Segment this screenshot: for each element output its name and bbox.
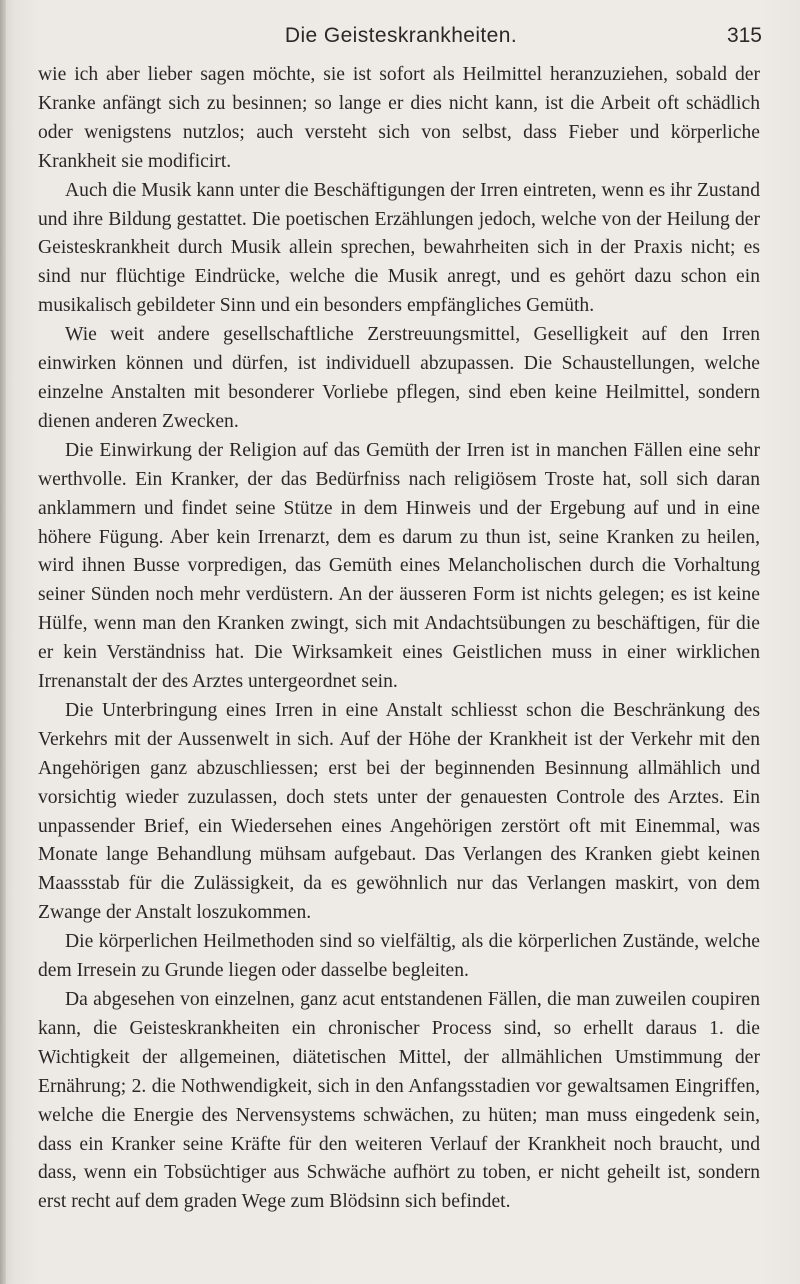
page-gutter [0,0,6,1284]
paragraph-5: Die Unterbringung eines Irren in eine Anstalt schliesst schon die Beschränkung des Verkehrs mit der Aussenwelt in sich. Auf der Höhe der Krankheit ist der Verkehr mit den Angehörigen ganz abzuschliessen; erst bei der beginnenden Besinnung allmählich und vorsichtig wieder zuzulassen, doch stets unter der genauesten Controle des Arztes. Ein unpassender Brief, ein Wiedersehen eines Angehörigen zerstört oft mit Einemmal, was Monate lange Behandlung mühsam aufgebaut. Das Verlangen des Kranken giebt keinen Maassstab für die Zulässigkeit, da es gewöhnlich nur das Verlangen maskirt, von dem Zwange der Anstalt loszukommen. [38,699,760,924]
paragraph-1: wie ich aber lieber sagen möchte, sie ist sofort als Heilmittel heranzuziehen, sobald der Kranke anfängt sich zu besinnen; so lange er dies nicht kann, ist die Arbeit oft schädlich oder wenigstens nutzlos; auch versteht sich von selbst, dass Fieber und körperliche Krankheit sie modificirt. [38,64,760,172]
paragraph-2: Auch die Musik kann unter die Beschäftigungen der Irren eintreten, wenn es ihr Zustand und ihre Bildung gestattet. Die poetischen Erzählungen jedoch, welche von der Heilung der Geisteskrankheit durch Musik allein sprechen, bewahrheiten sich in der Praxis nicht; es sind nur flüchtige Eindrücke, welche die Musik anregt, und es gehört dazu schon ein musikalisch gebildeter Sinn und ein besonders empfängliches Gemüth. [38,179,760,317]
body-text [38,61,760,1266]
page-number: 315 [726,24,762,47]
page-header [40,18,762,54]
paragraph-7: Da abgesehen von einzelnen, ganz acut entstandenen Fällen, die man zuweilen coupiren kann, die Geisteskrankheiten ein chronischer Process sind, so erhellt daraus 1. die Wichtigkeit der allgemeinen, diätetischen Mittel, der allmählichen Umstimmung der Ernährung; 2. die Nothwendigkeit, sich in den Anfangsstadien vor gewaltsamen Eingriffen, welche die Energie des Nervensystems schwächen, zu hüten; man muss eingedenk sein, dass ein Kranker seine Kräfte für den weiteren Verlauf der Krankheit noch braucht, und dass, wenn ein Tobsüchtiger aus Schwäche aufhört zu toben, er nicht geheilt ist, sondern erst recht auf dem graden Wege zum Blödsinn sich befindet. [38,989,760,1213]
paragraph-4: Die Einwirkung der Religion auf das Gemüth der Irren ist in manchen Fällen eine sehr werthvolle. Ein Kranker, der das Bedürfniss nach religiösem Troste hat, soll sich daran anklammern und findet seine Stütze in dem Hinweis und der Ergebung auf und in eine höhere Fügung. Aber kein Irrenarzt, dem es darum zu thun ist, seine Kranken zu heilen, wird ihnen Busse vorpredigen, das Gemüth eines Melancholischen durch die Vorhaltung seiner Sünden noch mehr verdüstern. An der äusseren Form ist nichts gelegen; es ist keine Hülfe, wenn man den Kranken zwingt, sich mit Andachtsübungen zu beschäftigen, für die er kein Verständniss hat. Die Wirksamkeit eines Geistlichen muss in einer wirklichen Irrenanstalt der des Arztes untergeordnet sein. [38,439,760,693]
running-title: Die Geisteskrankheiten. [284,24,518,47]
paragraph-6: Die körperlichen Heilmethoden sind so vielfältig, als die körperlichen Zustände, welche dem Irresein zu Grunde liegen oder dasselbe begleiten. [38,931,760,982]
paragraph-3: Wie weit andere gesellschaftliche Zerstreuungsmittel, Geselligkeit auf den Irren einwirken können und dürfen, ist individuell abzupassen. Die Schaustellungen, welche einzelne Anstalten mit besonderer Vorliebe pflegen, sind eben keine Heilmittel, sondern dienen anderen Zwecken. [38,324,760,432]
